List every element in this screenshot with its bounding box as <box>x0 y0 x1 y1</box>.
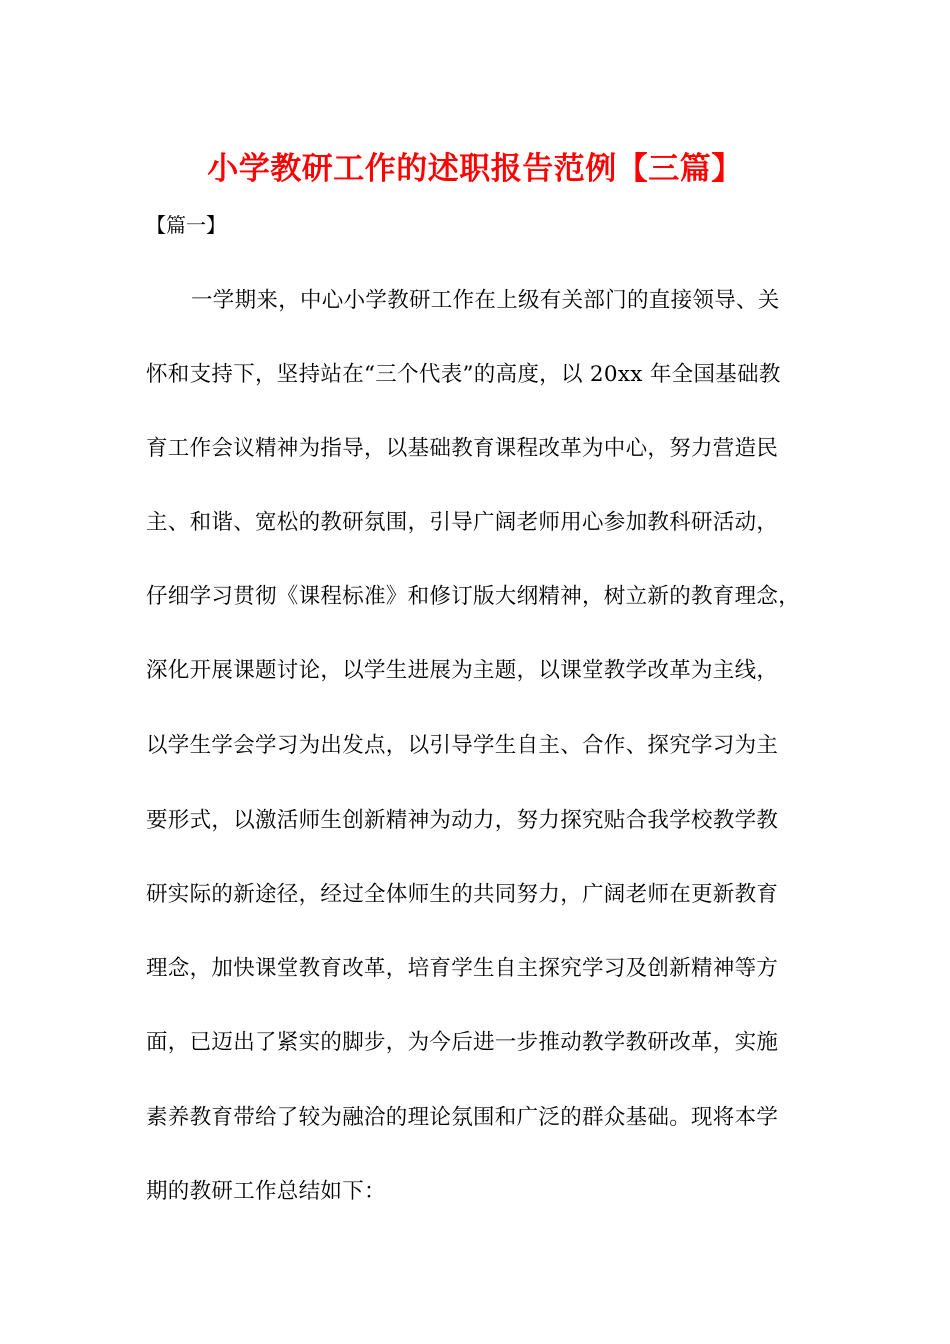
paragraph-line: 育工作会议精神为指导，以基础教育课程改革为中心，努力营造民 <box>146 436 779 461</box>
paragraph-line: 深化开展课题讨论，以学生进展为主题，以课堂教学改革为主线， <box>146 658 779 683</box>
paragraph-line: 以学生学会学习为出发点，以引导学生自主、合作、探究学习为主 <box>146 733 779 758</box>
paragraph-line: 研实际的新途径，经过全体师生的共同努力，广阔老师在更新教育 <box>146 882 779 907</box>
paragraph-line: 期的教研工作总结如下： <box>146 1179 386 1204</box>
paragraph-line: 素养教育带给了较为融洽的理论氛围和广泛的群众基础。现将本学 <box>146 1105 779 1130</box>
section-label: 【篇一】 <box>146 213 226 237</box>
paragraph-line: 主、和谐、宽松的教研氛围，引导广阔老师用心参加教科研活动， <box>146 510 779 535</box>
paragraph-line: 要形式，以激活师生创新精神为动力，努力探究贴合我学校教学教 <box>146 808 779 833</box>
paragraph-line: 仔细学习贯彻《课程标准》和修订版大纲精神，树立新的教育理念， <box>146 584 801 609</box>
paragraph-line: 怀和支持下，坚持站在“三个代表”的高度，以 20xx 年全国基础教 <box>146 362 781 387</box>
paragraph-line: 理念，加快课堂教育改革，培育学生自主探究学习及创新精神等方 <box>146 956 779 981</box>
paragraph-line: 一学期来，中心小学教研工作在上级有关部门的直接领导、关 <box>191 288 780 313</box>
document-title: 小学教研工作的述职报告范例【三篇】 <box>207 151 743 187</box>
paragraph-line: 面，已迈出了紧实的脚步，为今后进一步推动教学教研改革，实施 <box>146 1030 779 1055</box>
